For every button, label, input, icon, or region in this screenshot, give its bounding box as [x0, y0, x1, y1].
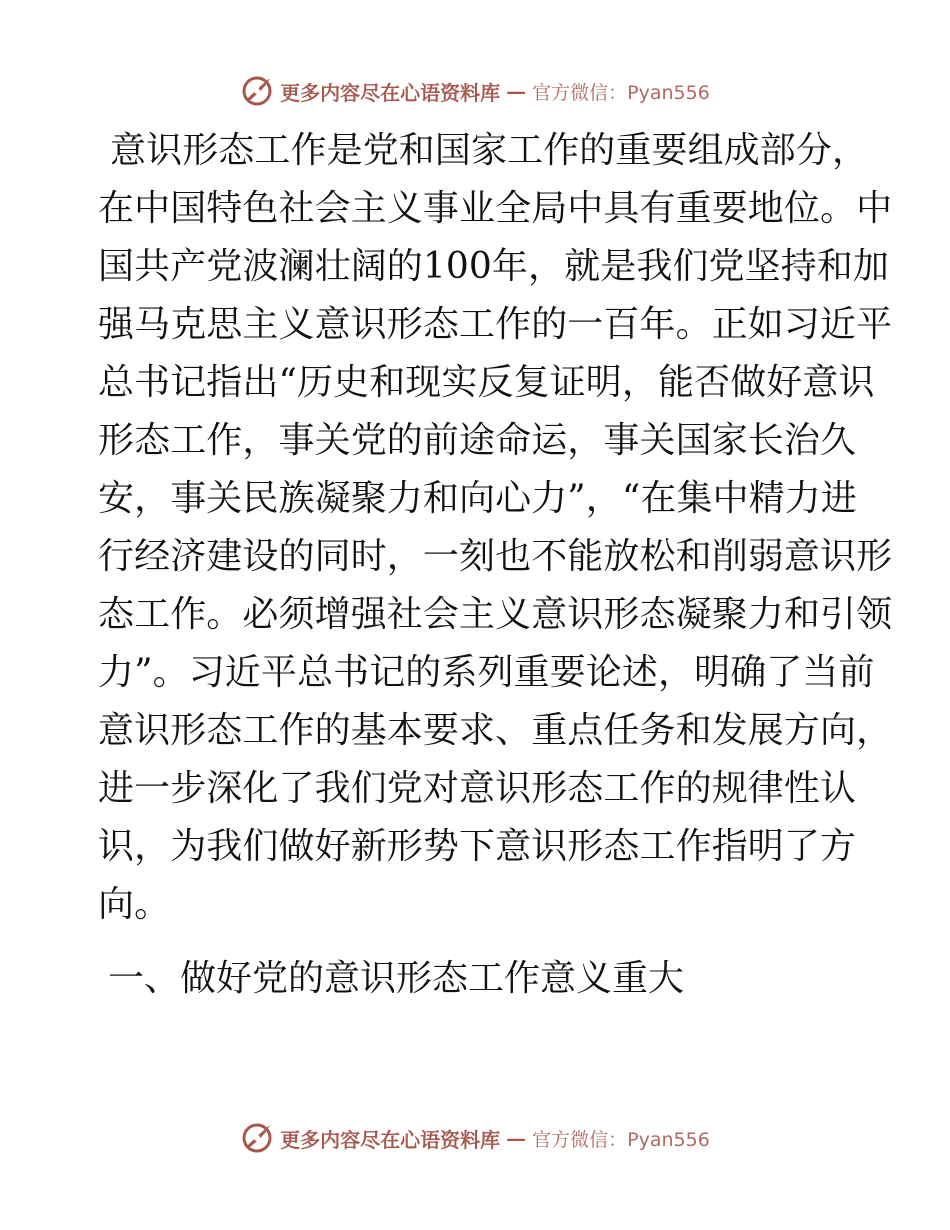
watermark-text: 更多内容尽在心语资料库 — [280, 80, 501, 105]
paragraph-line: 向。 — [98, 884, 171, 925]
paragraph-line: 进一步深化了我们党对意识形态工作的规律性认 — [98, 768, 857, 809]
paragraph-line: 国共产党波澜壮阔的100年，就是我们党坚持和加 — [98, 246, 890, 287]
watermark-dash: — — [506, 79, 527, 103]
quill-logo-icon — [240, 1121, 274, 1155]
section-heading: 一、做好党的意识形态工作意义重大 — [108, 958, 685, 999]
paragraph-line: 安，事关民族凝聚力和向心力”，“在集中精力进 — [98, 478, 858, 519]
watermark-dash: — — [506, 1126, 527, 1150]
watermark-wechat: 官方微信：Pyan556 — [532, 81, 710, 104]
watermark-banner-bottom — [0, 1118, 950, 1158]
paragraph-line: 强马克思主义意识形态工作的一百年。正如习近平 — [98, 304, 893, 345]
paragraph-line: 识，为我们做好新形势下意识形态工作指明了方 — [98, 826, 857, 867]
paragraph-line: 态工作。必须增强社会主义意识形态凝聚力和引领 — [98, 594, 893, 635]
paragraph-line: 力”。习近平总书记的系列重要论述，明确了当前 — [98, 652, 875, 693]
watermark-text: 更多内容尽在心语资料库 — [280, 1127, 501, 1152]
watermark-wechat: 官方微信：Pyan556 — [532, 1128, 710, 1151]
paragraph-line: 意识形态工作是党和国家工作的重要组成部分， — [110, 130, 869, 171]
body-paragraph — [98, 122, 893, 934]
paragraph-line: 总书记指出“历史和现实反复证明，能否做好意识 — [98, 362, 875, 403]
paragraph-line: 在中国特色社会主义事业全局中具有重要地位。中 — [98, 188, 893, 229]
paragraph-line: 形态工作，事关党的前途命运，事关国家长治久 — [98, 420, 857, 461]
watermark-banner-top — [0, 71, 950, 111]
quill-logo-icon — [240, 74, 274, 108]
paragraph-line: 意识形态工作的基本要求、重点任务和发展方向， — [98, 710, 893, 751]
paragraph-line: 行经济建设的同时，一刻也不能放松和削弱意识形 — [98, 536, 893, 577]
